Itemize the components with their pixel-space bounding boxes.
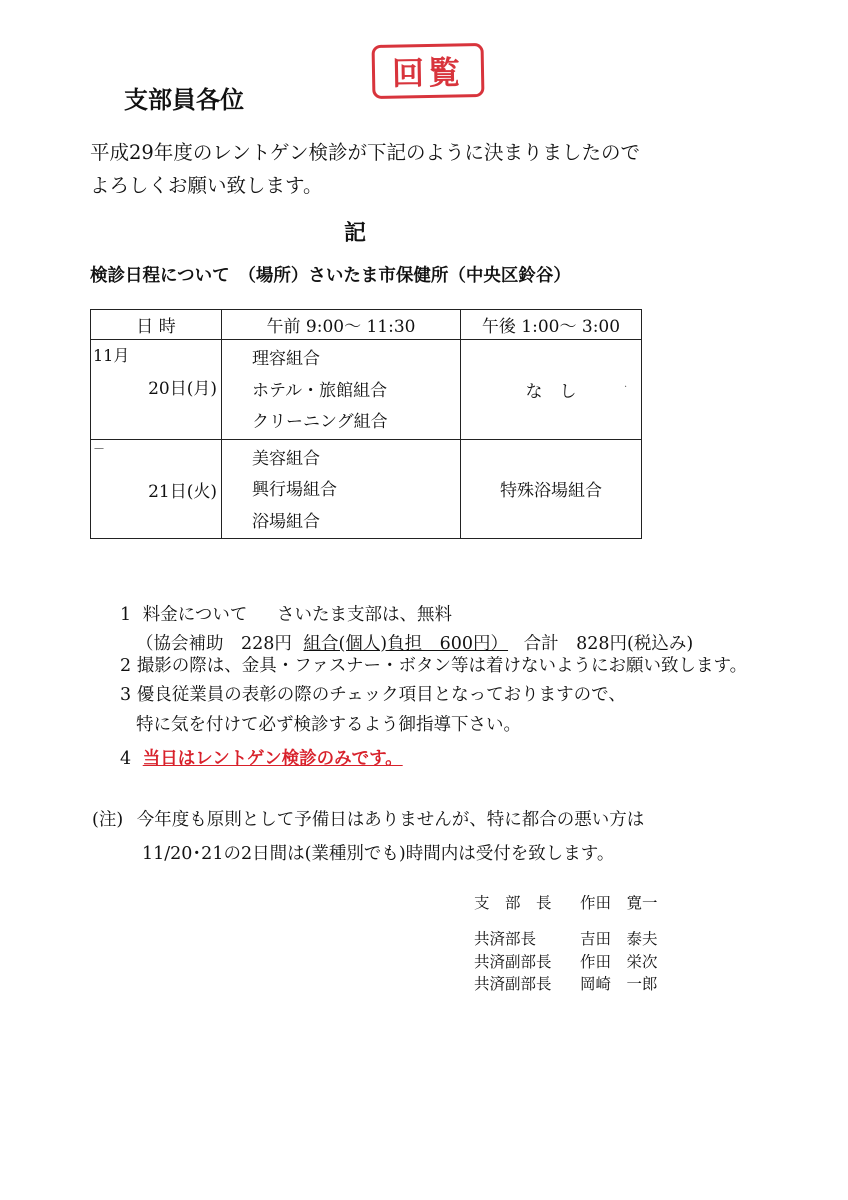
day-label: 20日(月) [148,379,217,399]
speck-mark: · [624,382,628,393]
ki-heading: 記 [344,221,367,246]
date-cell [91,340,222,440]
group-name: 興行場組合 [252,480,337,500]
morning-cell [222,439,461,539]
note-item-3-line-2: 特に気を付けて必ず検診するよう御指導下さい。 [136,715,521,735]
intro-line-2: よろしくお願い致します。 [90,174,323,197]
signature-role: 共済副部長 [474,975,552,993]
morning-cell [222,340,461,440]
table-row [91,340,642,440]
signature-name: 吉田 泰夫 [580,930,658,948]
schedule-heading: 検診日程について （場所）さいたま市保健所（中央区鈴谷） [90,266,571,286]
circulation-stamp: 回覧 [372,43,485,99]
date-cell [91,439,222,539]
note-item-3-line-1: 3 優良従業員の表彰の際のチェック項目となっておりますので、 [120,685,626,705]
caution-line-1 [92,806,644,831]
afternoon-cell: な し [461,340,642,440]
group-name: 浴場組合 [252,511,320,532]
table-row [91,439,642,539]
note-item-4 [120,745,403,770]
signature-name: 作田 栄次 [580,953,658,971]
note-number: 1 [120,605,132,625]
table-header-cell: 日 時 [91,310,222,340]
table-header-cell: 午後 1:00～ 3:00 [461,310,642,340]
group-name: 理容組合 [252,349,320,369]
emphasis-text: 当日はレントゲン検診のみです。 [142,749,403,769]
total-text: 合計 828円(税込み) [523,634,694,654]
group-name: 美容組合 [252,448,320,469]
month-label: － [93,441,106,456]
day-label: 21日(火) [148,481,217,502]
signature-role: 共済部長 [474,930,537,948]
note-label: 料金について [142,605,248,625]
group-name: ホテル・旅館組合 [252,380,388,401]
caution-line-2: 11/20･21の2日間は(業種別でも)時間内は受付を致します。 [142,844,615,864]
signature-name: 岡崎 一郎 [580,975,658,993]
table-header-row [91,310,642,340]
month-label: 11月 [93,346,130,365]
union-burden-text: 組合(個人)負担 600円） [303,634,509,654]
signature-role: 支 部 長 [474,894,552,912]
signature-role: 共済副部長 [474,953,552,971]
intro-line-1: 平成29年度のレントゲン検診が下記のように決まりましたので [90,141,641,164]
table-header-cell: 午前 9:00～ 11:30 [222,310,461,340]
note-item-2: 2 撮影の際は、金具・ファスナー・ボタン等は着けないようにお願い致します。 [120,656,748,676]
note-text: さいたま支部は、無料 [276,605,452,625]
note-number: 4 [120,749,132,769]
addressee-heading: 支部員各位 [124,86,244,114]
subsidy-text: （協会補助 228円 [136,634,292,654]
caution-label: (注) [92,810,124,830]
caution-text: 今年度も原則として予備日はありませんが、特に都合の悪い方は [136,810,645,830]
note-item-1 [120,601,452,626]
afternoon-cell: 特殊浴場組合 [461,439,642,539]
schedule-table [90,309,642,539]
group-name: クリーニング組合 [252,412,388,432]
signature-name: 作田 寛一 [580,894,658,912]
